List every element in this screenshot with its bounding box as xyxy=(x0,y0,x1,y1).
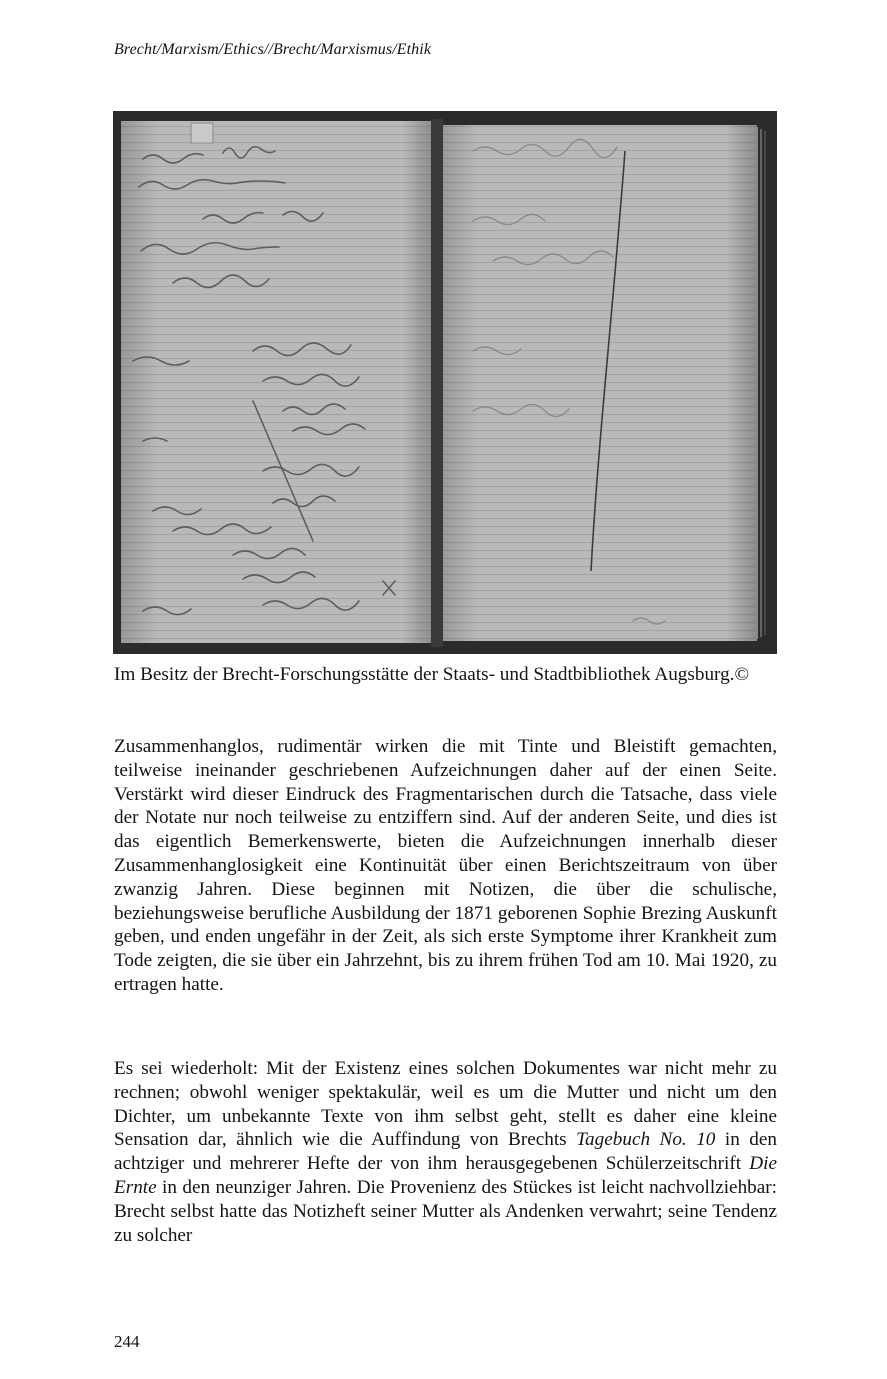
notebook-photo-image xyxy=(113,111,777,654)
body-paragraph-2 xyxy=(114,1057,777,1247)
notebook-photo xyxy=(113,111,777,654)
body-paragraph-1 xyxy=(114,735,777,997)
paragraph-text xyxy=(114,1057,777,1247)
paragraph-text: Zusammenhanglos, rudimentär wirken die mit Tinte und Bleistift gemachten, teilweise ineinander geschriebenen Aufzeichnungen daher auf der einen Seite. Verstärkt wird dieser Eindruck des Fragmentarischen durch die Tatsache, dass viele der Notate nur noch teilweise zu entziffern sind. Auf der anderen Seite, und dies ist das eigentlich Bemerkenswerte, bieten die Aufzeichnungen innerhalb dieser Zusammenhanglosigkeit eine Kontinuität über einen Berichtszeitraum von über zwanzig Jahren. Diese beginnen mit Notizen, die über die schulische, beziehungsweise berufliche Ausbildung der 1871 geborenen Sophie Brezing Auskunft geben, und enden ungefähr in der Zeit, als sich erste Symptome ihrer Krankheit zum Tode zeigten, die sie über ein Jahrzehnt, bis zu ihrem frühen Tod am 10. Mai 1920, zu ertragen hatte. xyxy=(114,736,777,995)
paragraph-segment: in den neunziger Jahren. Die Provenienz des Stückes ist leicht nachvollziehbar: Brecht selbst hatte das Notizheft seiner Mutter als Andenken verwahrt; seine Tendenz zu solcher xyxy=(114,1176,777,1246)
work-title: Die Ernte xyxy=(114,1153,777,1198)
work-title: Tagebuch No. 10 xyxy=(576,1129,716,1151)
running-head: Brecht/Marxism/Ethics//Brecht/Marxismus/Ethik xyxy=(114,41,432,58)
page-number: 244 xyxy=(114,1332,140,1351)
paragraph-segment: in den achtziger und mehrerer Hefte der von ihm herausgegebenen Schülerzeitschrift xyxy=(114,1129,777,1175)
paragraph-segment: Es sei wiederholt: Mit der Existenz eines solchen Dokumentes war nicht mehr zu rechnen; obwohl weniger spektakulär, weil es um die Mutter und nicht um den Dichter, um unbekannte Texte von ihm selbst geht, stellt es daher eine kleine Sensation dar, ähnlich wie die Auffindung von Brechts xyxy=(114,1058,777,1151)
photo-caption: Im Besitz der Brecht-Forschungsstätte der Staats- und Stadtbibliothek Augsburg.© xyxy=(114,664,750,685)
